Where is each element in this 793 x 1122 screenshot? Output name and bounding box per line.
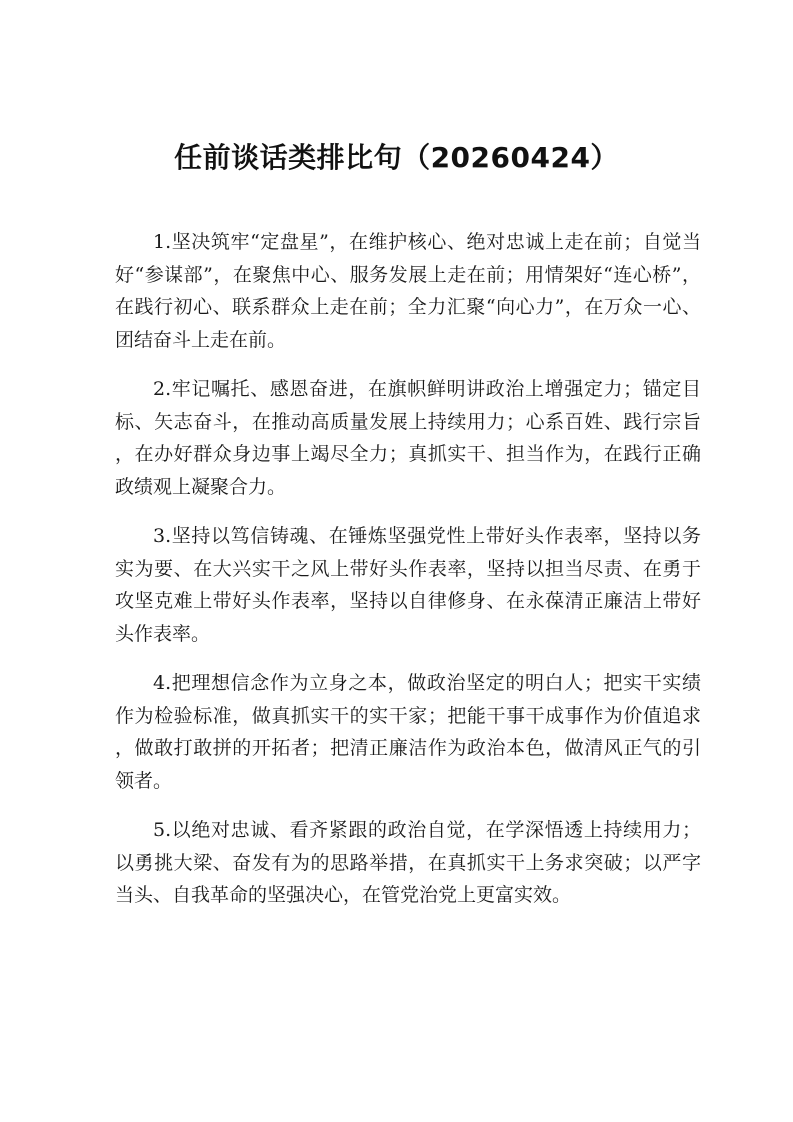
paragraph-4: 4.把理想信念作为立身之本，做政治坚定的明白人；把实干实绩作为检验标准，做真抓实干的实干家；把能干事干成事作为价值追求，做敢打敢拼的开拓者；把清正廉洁作为政治本色，做清风正气的引领者。 xyxy=(115,672,701,792)
document-body xyxy=(115,226,701,929)
paragraph-5: 5.以绝对忠诚、看齐紧跟的政治自觉，在学深悟透上持续用力；以勇挑大梁、奋发有为的思路举措，在真抓实干上务求突破；以严字当头、自我革命的坚强决心，在管党治党上更富实效。 xyxy=(115,819,701,906)
paragraph-3: 3.坚持以笃信铸魂、在锤炼坚强党性上带好头作表率，坚持以务实为要、在大兴实干之风上带好头作表率，坚持以担当尽责、在勇于攻坚克难上带好头作表率，坚持以自律修身、在永葆清正廉洁上带好头作表率。 xyxy=(115,525,701,645)
document-title: 任前谈话类排比句（20260424） xyxy=(174,141,619,174)
paragraph-1: 1.坚决筑牢“定盘星”，在维护核心、绝对忠诚上走在前；自觉当好“参谋部”，在聚焦中心、服务发展上走在前；用情架好“连心桥”，在践行初心、联系群众上走在前；全力汇聚“向心力”，在万众一心、团结奋斗上走在前。 xyxy=(115,231,701,351)
paragraph-2: 2.牢记嘱托、感恩奋进，在旗帜鲜明讲政治上增强定力；锚定目标、矢志奋斗，在推动高质量发展上持续用力；心系百姓、践行宗旨，在办好群众身边事上竭尽全力；真抓实干、担当作为，在践行正确政绩观上凝聚合力。 xyxy=(115,378,701,498)
